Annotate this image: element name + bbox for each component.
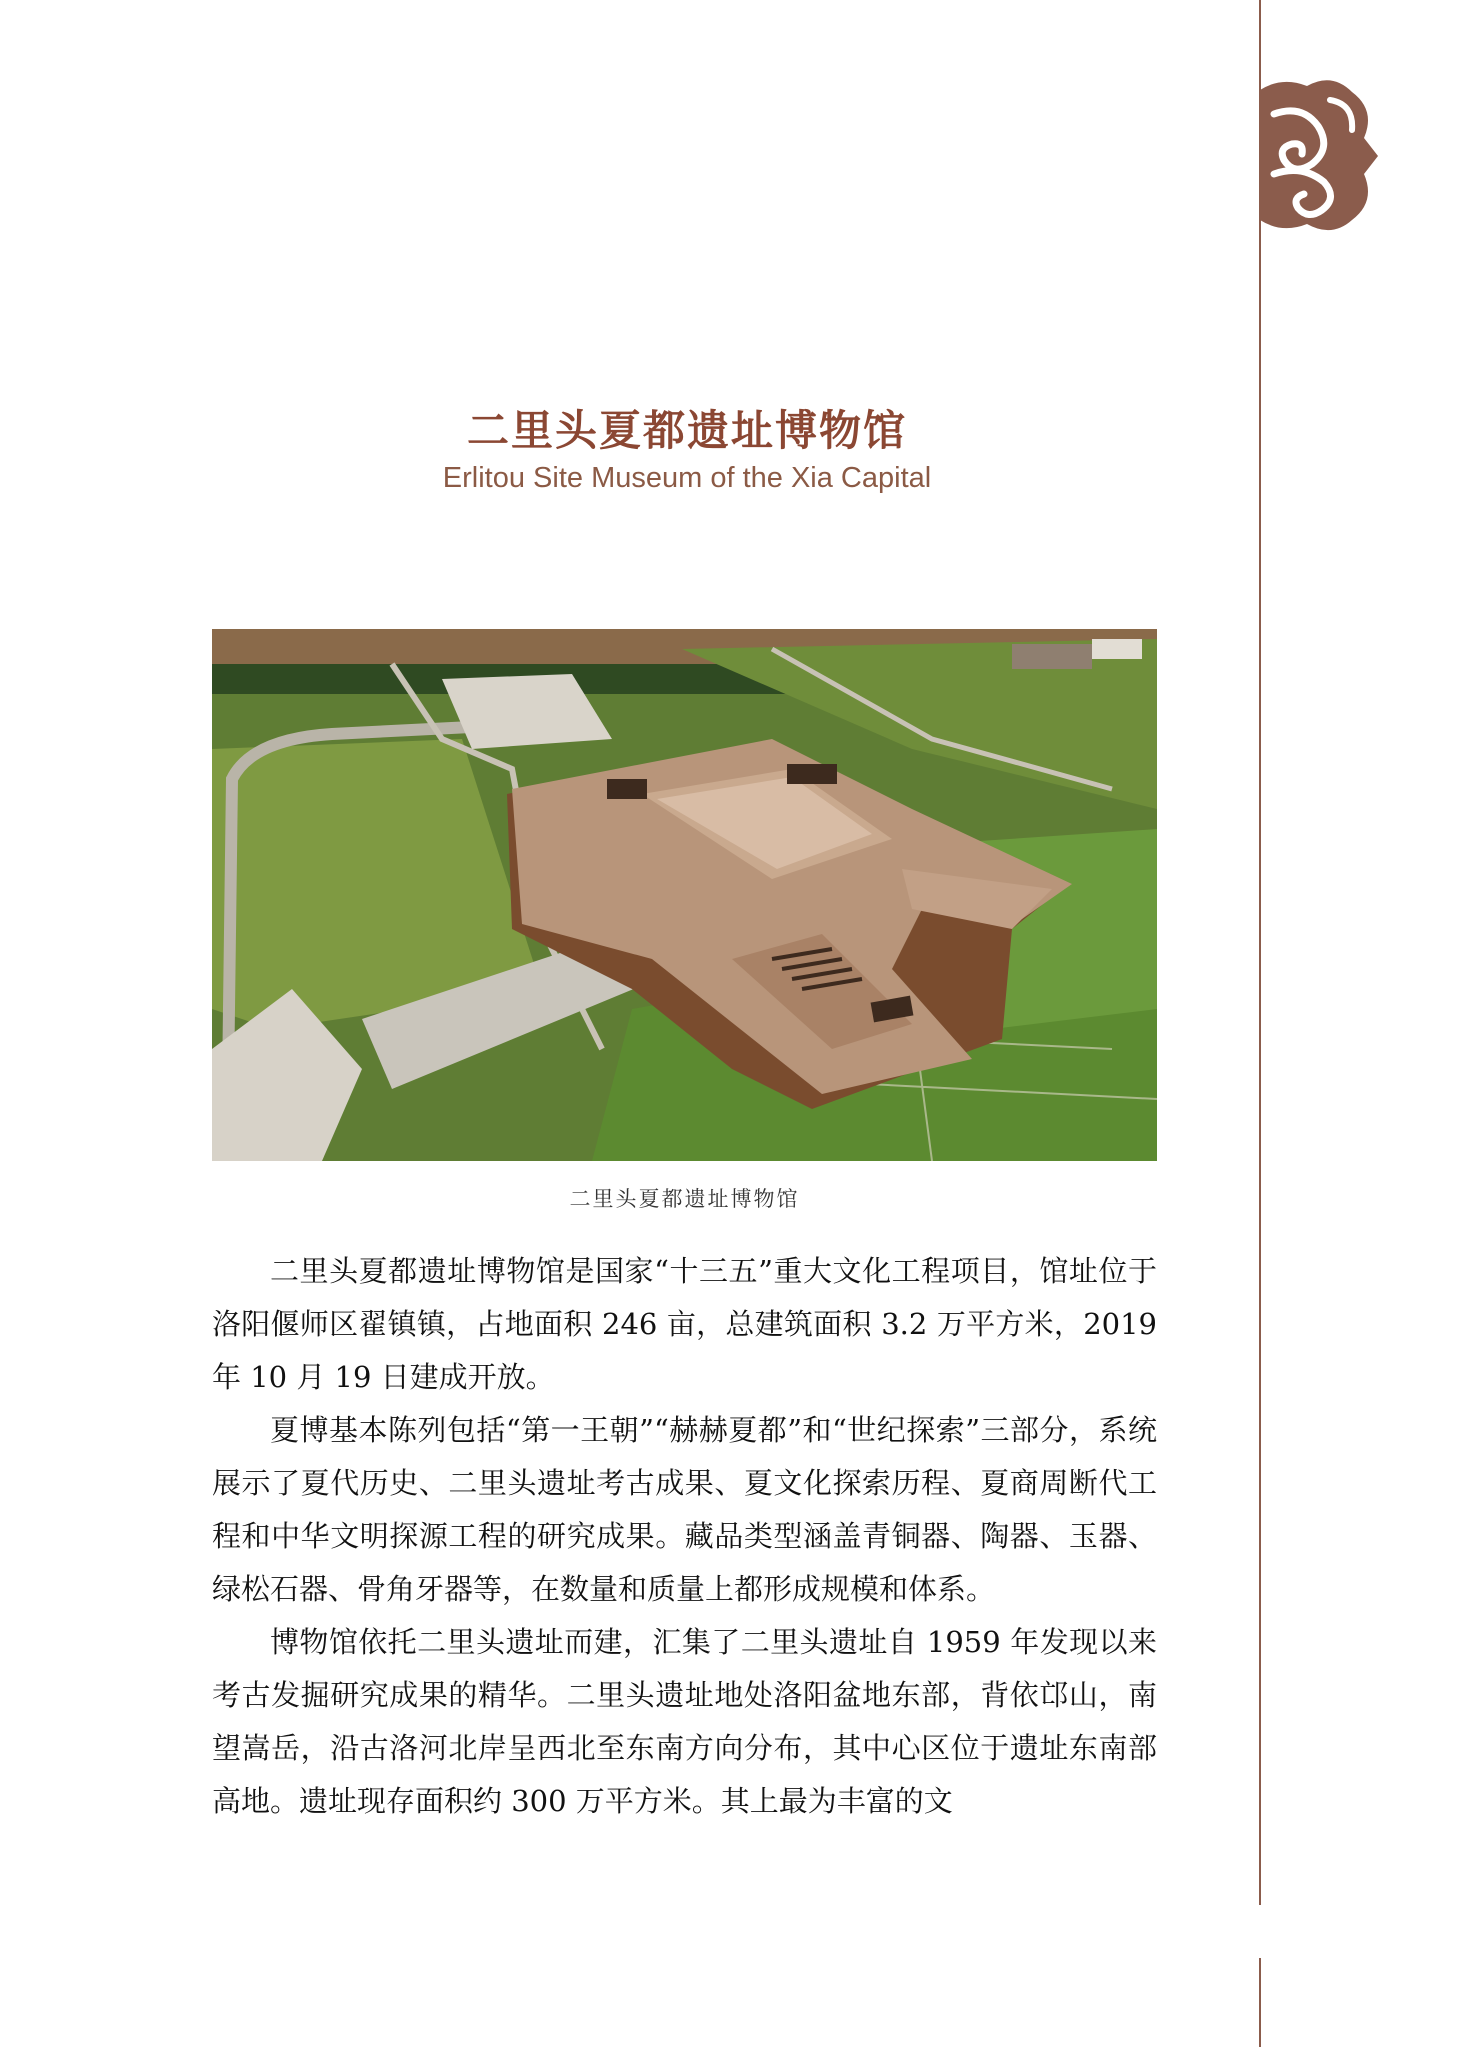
article-body	[212, 1245, 1157, 1828]
page-title: 二里头夏都遗址博物馆	[466, 406, 907, 455]
page-subtitle: Erlitou Site Museum of the Xia Capital	[442, 462, 932, 494]
cloud-ornament-icon	[1252, 70, 1382, 240]
paragraph: 夏博基本陈列包括“第一王朝”“赫赫夏都”和“世纪探索”三部分，系统展示了夏代历史、二里头遗址考古成果、夏文化探索历程、夏商周断代工程和中华文明探源工程的研究成果。藏品类型涵盖青铜器、陶器、玉器、绿松石器、骨角牙器等，在数量和质量上都形成规模和体系。	[212, 1413, 1157, 1606]
figure-caption: 二里头夏都遗址博物馆	[569, 1187, 800, 1211]
margin-rule-top	[1259, 0, 1261, 1905]
paragraph: 二里头夏都遗址博物馆是国家“十三五”重大文化工程项目，馆址位于洛阳偃师区翟镇镇，占地面积 246 亩，总建筑面积 3.2 万平方米，2019 年 10 月 19 日建成开放。	[212, 1254, 1157, 1394]
paragraph: 博物馆依托二里头遗址而建，汇集了二里头遗址自 1959 年发现以来考古发掘研究成果的精华。二里头遗址地处洛阳盆地东部，背依邙山，南望嵩岳，沿古洛河北岸呈西北至东南方向分布，其中心区位于遗址东南部高地。遗址现存面积约 300 万平方米。其上最为丰富的文	[212, 1625, 1157, 1818]
museum-aerial-photo	[212, 629, 1157, 1161]
margin-rule-bottom	[1259, 1958, 1261, 2047]
